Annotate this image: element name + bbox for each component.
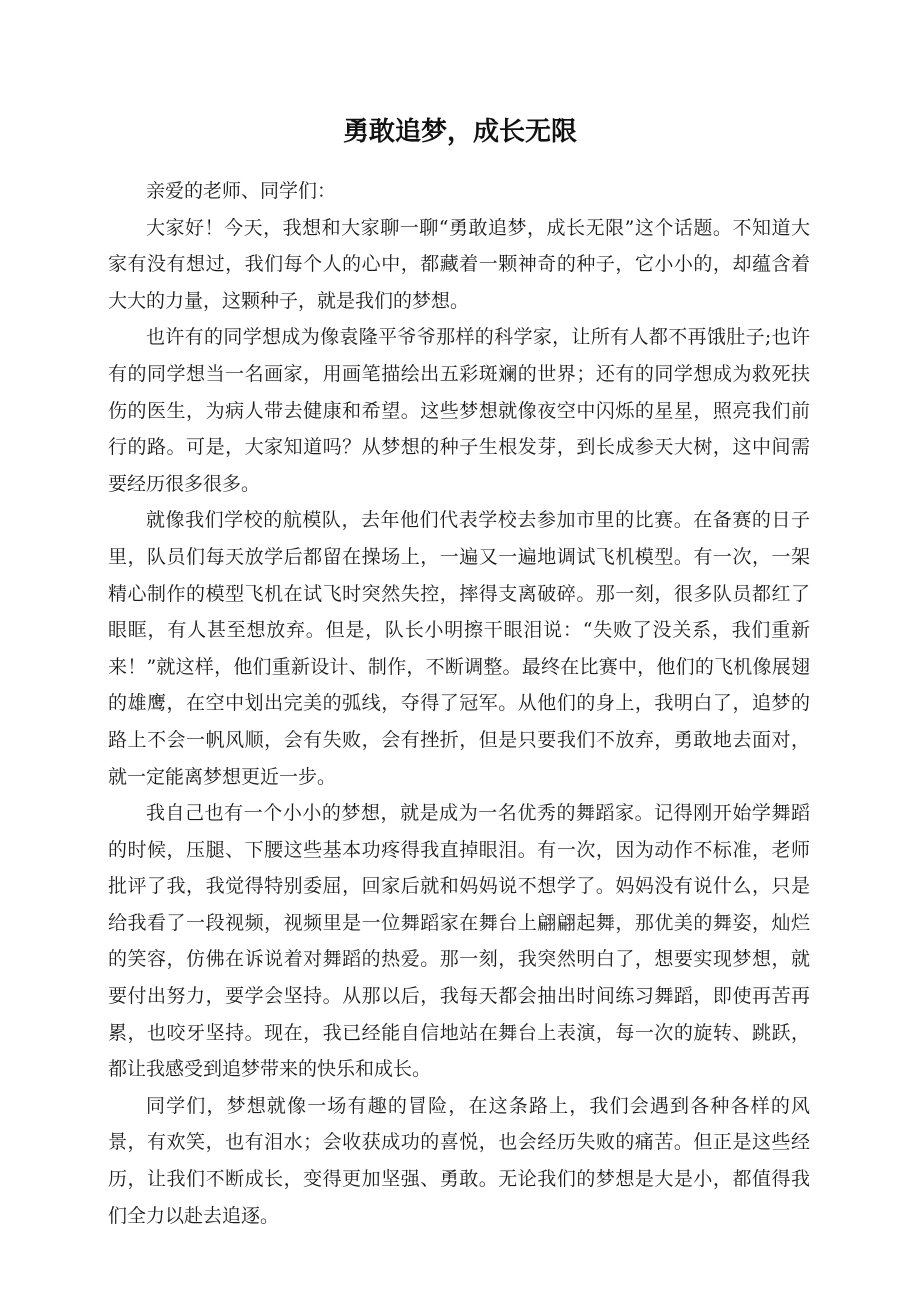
document-body (108, 173, 810, 1234)
document-title: 勇敢追梦，成长无限 (342, 117, 577, 147)
paragraph: 也许有的同学想成为像袁隆平爷爷那样的科学家，让所有人都不再饿肚子;也许有的同学想当一名画家，用画笔描绘出五彩斑斓的世界；还有的同学想成为救死扶伤的医生，为病人带去健康和希望。这些梦想就像夜空中闪烁的星星，照亮我们前行的路。可是，大家知道吗？从梦想的种子生根发芽，到长成参天大树，这中间需要经历很多很多。 (108, 326, 810, 495)
paragraph: 就像我们学校的航模队，去年他们代表学校去参加市里的比赛。在备赛的日子里，队员们每天放学后都留在操场上，一遍又一遍地调试飞机模型。有一次，一架精心制作的模型飞机在试飞时突然失控，摔得支离破碎。那一刻，很多队员都红了眼眶，有人甚至想放弃。但是，队长小明擦干眼泪说：“失败了没关系，我们重新来！”就这样，他们重新设计、制作，不断调整。最终在比赛中，他们的飞机像展翅的雄鹰，在空中划出完美的弧线，夺得了冠军。从他们的身上，我明白了，追梦的路上不会一帆风顺，会有失败，会有挫折，但是只要我们不放弃，勇敢地去面对，就一定能离梦想更近一步。 (108, 509, 810, 788)
paragraph: 我自己也有一个小小的梦想，就是成为一名优秀的舞蹈家。记得刚开始学舞蹈的时候，压腿、下腰这些基本功疼得我直掉眼泪。有一次，因为动作不标准，老师批评了我，我觉得特别委屈，回家后就和妈妈说不想学了。妈妈没有说什么，只是给我看了一段视频，视频里是一位舞蹈家在舞台上翩翩起舞，那优美的舞姿，灿烂的笑容，仿佛在诉说着对舞蹈的热爱。那一刻，我突然明白了，想要实现梦想，就要付出努力，要学会坚持。从那以后，我每天都会抽出时间练习舞蹈，即使再苦再累，也咬牙坚持。现在，我已经能自信地站在舞台上表演，每一次的旋转、跳跃，都让我感受到追梦带来的快乐和成长。 (108, 802, 810, 1081)
paragraph: 大家好！今天，我想和大家聊一聊“勇敢追梦，成长无限”这个话题。不知道大家有没有想过，我们每个人的心中，都藏着一颗神奇的种子，它小小的，却蕴含着大大的力量，这颗种子，就是我们的梦想。 (108, 216, 810, 312)
paragraph: 同学们，梦想就像一场有趣的冒险，在这条路上，我们会遇到各种各样的风景，有欢笑，也有泪水；会收获成功的喜悦，也会经历失败的痛苦。但正是这些经历，让我们不断成长，变得更加坚强、勇敢。无论我们的梦想是大是小，都值得我们全力以赴去追逐。 (108, 1094, 810, 1227)
salutation: 亲爱的老师、同学们： (146, 180, 337, 202)
